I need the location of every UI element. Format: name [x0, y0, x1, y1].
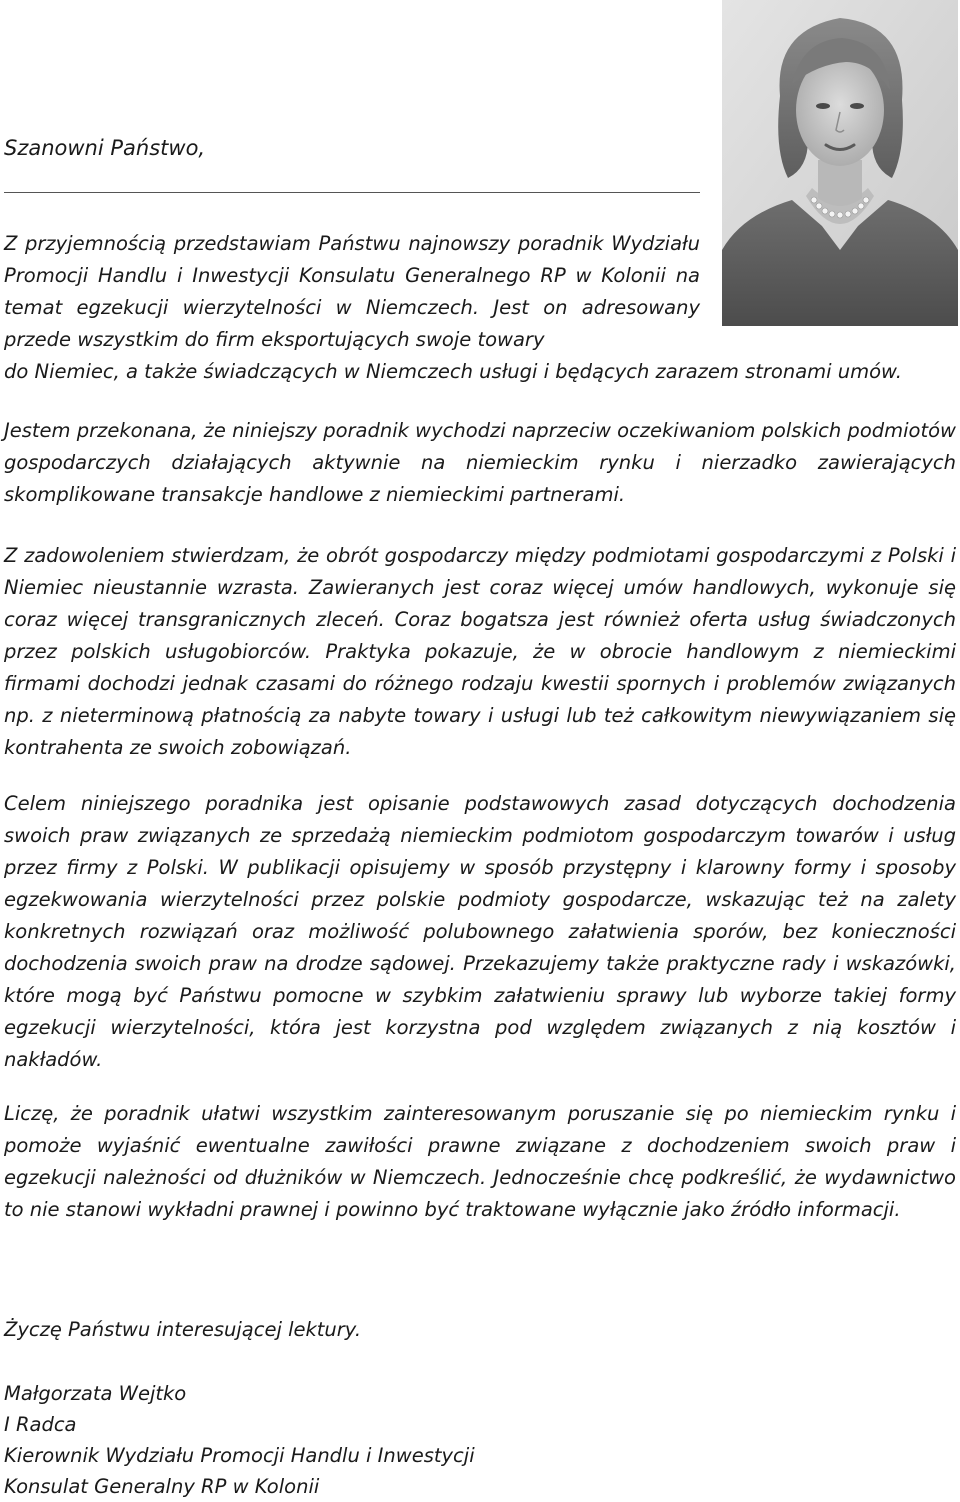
- intro-paragraph: Z przyjemnością przedstawiam Państwu najnowszy poradnik Wydziału Promocji Handlu i Inwestycji Konsulatu Generalnego RP w Kolonii na temat egzekucji wierzytelności w Niemczech. Jest on adresowany przede wszystkim do firm eksportujących swoje towary: [4, 232, 700, 351]
- body-paragraph: Z zadowoleniem stwierdzam, że obrót gospodarczy między podmiotami gospodarczymi z Polski i Niemiec nieustannie wzrasta. Zawieranych jest coraz więcej umów handlowych, wykonuje się coraz więcej transgranicznych zleceń. Coraz bogatsza jest również oferta usług świadczonych przez polskich usługobiorców. Praktyka pokazuje, że w obrocie handlowym z niemieckimi firmami dochodzi jednak czasami do różnego rodzaju kwestii spornych i problemów związanych np. z nieterminową płatnością za nabyte towary i usługi lub też całkowitym niewywiązaniem się kontrahenta ze swoich zobowiązań.: [4, 544, 956, 759]
- body-paragraph: Celem niniejszego poradnika jest opisanie podstawowych zasad dotyczących dochodzenia swoich praw związanych ze sprzedażą niemieckim podmiotom gospodarczym towarów i usług przez firmy z Polski. W publikacji opisujemy w sposób przystępny i klarowny formy i sposoby egzekwowania wierzytelności przez polskie podmioty gospodarcze, wskazując też na zalety konkretnych rozwiązań oraz możliwość polubownego załatwienia sporów, bez konieczności dochodzenia swoich praw na drodze sądowej. Przekazujemy także praktyczne rady i wskazówki, które mogą być Państwu pomocne w szybkim załatwieniu sprawy lub wyborze takiej formy egzekucji wierzytelności, która jest korzystna pod względem związanych z nią kosztów i nakładów.: [4, 792, 956, 1071]
- signatory-name: Małgorzata Wejtko: [4, 1382, 187, 1405]
- signature-block: [4, 1378, 475, 1502]
- closing-line: Życzę Państwu interesującej lektury.: [4, 1318, 362, 1341]
- author-portrait-photo: [722, 0, 958, 326]
- intro-paragraph-tail: do Niemiec, a także świadczących w Niemczech usługi i będących zarazem stronami umów.: [4, 360, 902, 383]
- body-paragraph: Jestem przekonana, że niniejszy poradnik wychodzi naprzeciw oczekiwaniom polskich podmiotów gospodarczych działających aktywnie na niemieckim rynku i nierzadko zawierających skomplikowane transakcje handlowe z niemieckimi partnerami.: [4, 419, 956, 506]
- signatory-office: Konsulat Generalny RP w Kolonii: [4, 1475, 320, 1498]
- signatory-position: Kierownik Wydziału Promocji Handlu i Inwestycji: [4, 1444, 475, 1467]
- divider-line: [4, 192, 700, 193]
- salutation: Szanowni Państwo,: [4, 136, 206, 160]
- body-paragraph: Liczę, że poradnik ułatwi wszystkim zainteresowanym poruszanie się po niemieckim rynku i pomoże wyjaśnić ewentualne zawiłości prawne związane z dochodzeniem swoich praw i egzekucji należności od dłużników w Niemczech. Jednocześnie chcę podkreślić, że wydawnictwo to nie stanowi wykładni prawnej i powinno być traktowane wyłącznie jako źródło informacji.: [4, 1102, 956, 1221]
- signatory-rank: I Radca: [4, 1413, 77, 1436]
